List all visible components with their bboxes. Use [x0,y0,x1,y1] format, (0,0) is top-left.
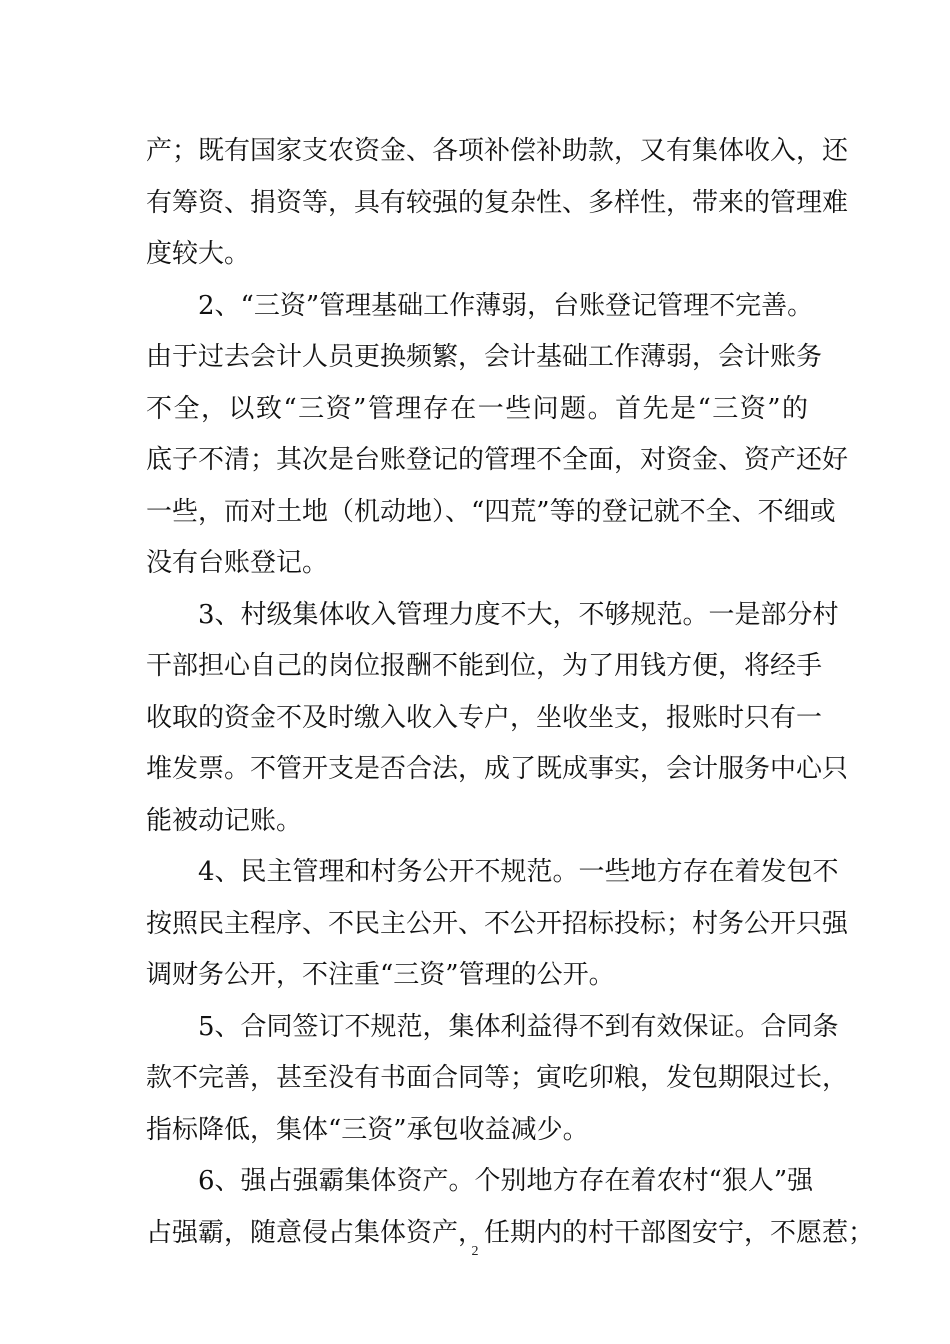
text-line: 度较大。 [146,239,251,269]
paragraph-heading-6: 6、强占强霸集体资产。个别地方存在着农村“狠人”强 [198,1166,814,1196]
paragraph-heading-2: 2、“三资”管理基础工作薄弱，台账登记管理不完善。 [198,290,814,321]
paragraph-heading-4: 4、民主管理和村务公开不规范。一些地方存在着发包不 [198,857,839,887]
text-line: 有筹资、捐资等，具有较强的复杂性、多样性，带来的管理难 [146,187,849,218]
text-line: 底子不清；其次是台账登记的管理不全面，对资金、资产还好 [146,445,849,475]
body-text [146,126,875,1259]
paragraph-heading-5: 5、合同签订不规范，集体利益得不到有效保证。合同条 [198,1011,839,1042]
text-line: 堆发票。不管开支是否合法，成了既成事实，会计服务中心只 [146,754,849,784]
text-line: 指标降低，集体“三资”承包收益减少。 [146,1114,589,1145]
text-line: 产；既有国家支农资金、各项补偿补助款，又有集体收入，还 [146,136,849,166]
text-line: 一些，而对土地（机动地）、“四荒”等的登记就不全、不细或 [146,496,836,527]
text-line: 按照民主程序、不民主公开、不公开招标投标；村务公开只强 [146,908,849,939]
text-line: 由于过去会计人员更换频繁，会计基础工作薄弱，会计账务 [146,342,823,372]
text-line: 收取的资金不及时缴入收入专户，坐收坐支，报账时只有一 [146,702,823,733]
text-line: 干部担心自己的岗位报酬不能到位，为了用钱方便，将经手 [146,651,823,681]
text-line: 占强霸，随意侵占集体资产，任期内的村干部图安宁，不愿惹； [146,1217,875,1248]
text-line: 能被动记账。 [146,805,303,836]
text-line: 款不完善，甚至没有书面合同等；寅吃卯粮，发包期限过长， [146,1063,849,1093]
paragraph-heading-3: 3、村级集体收入管理力度不大，不够规范。一是部分村 [198,599,839,630]
text-line: 没有台账登记。 [146,548,329,578]
page-number: 2 [471,1244,479,1259]
text-line: 不全，以致“三资”管理存在一些问题。首先是“三资”的 [146,393,808,424]
text-line: 调财务公开，不注重“三资”管理的公开。 [146,960,615,990]
